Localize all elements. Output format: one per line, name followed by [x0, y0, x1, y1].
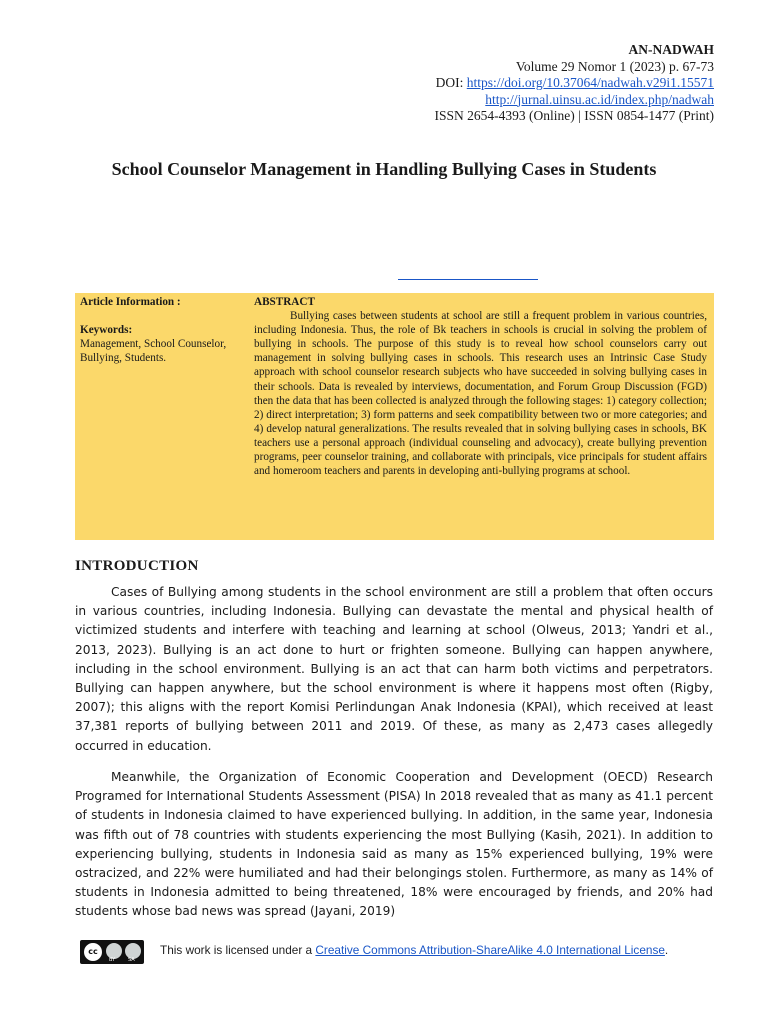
cc-by-sa-badge-icon[interactable]	[80, 940, 144, 964]
abstract-text: Bullying cases between students at school are still a frequent problem in various countries, including Indonesia. Thus, the role of Bk teachers in schools is crucial in solving the problem of bullying in schools. The purpose of this study is to reveal how school counselors carry out management in solving bullying cases in schools. This research uses an Intrinsic Case Study approach with school counselor research subjects who have succeeded in solving bullying cases in their schools. Data is revealed by interviews, documentation, and Forum Group Discussion (FGD) then the data that has been collected is analyzed through the following stages: 1) category collection; 2) direct interpretation; 3) form patterns and seek compatibility between two or more categories; and 4) develop natural generalizations. The results revealed that in solving bullying cases in schools, BK teachers use a personal approach (individual counseling and advocacy), create bullying prevention programs, peer counselor training, and collaborate with principals, vice principals for student affairs and homeroom teachers and parents in developing anti-bullying programs at school.	[254, 310, 707, 478]
abstract-box	[75, 293, 714, 540]
license-suffix: .	[664, 943, 669, 957]
issn-info: ISSN 2654-4393 (Online) | ISSN 0854-1477 (Print)	[434, 108, 714, 123]
license-prefix: This work is licensed under a	[160, 943, 316, 957]
intro-paragraph-1: Cases of Bullying among students in the school environment are still a problem that often occurs in various countries, including Indonesia. Bullying can devastate the mental and physical health of victimized students and interfere with teaching and learning at school (Olweus, 2013; Yandri et al., 2013, 2023). Bullying is an act done to hurt or frighten someone. Bullying can happen anywhere, including in the school environment. Bullying is an act that can harm both victims and perpetrators. Bullying can happen anywhere, but the school environment is where it happens most often (Rigby, 2007); this aligns with the report Komisi Perlindungan Anak Indonesia (KPAI), which received at least 37,381 reports of bullying between 2011 and 2019. Of these, as many as 2,473 cases allegedly occurred in education.	[75, 585, 713, 753]
website-link[interactable]: http://jurnal.uinsu.ac.id/index.php/nadwah	[485, 91, 714, 107]
doi-label: DOI:	[435, 75, 467, 90]
license-text	[160, 943, 668, 957]
journal-header	[435, 42, 714, 125]
keywords-list: Management, School Counselor, Bullying, Students.	[80, 338, 227, 365]
article-info-column	[80, 295, 245, 365]
license-link[interactable]: Creative Commons Attribution-ShareAlike 4.0 International License	[315, 943, 665, 957]
intro-paragraph-2: Meanwhile, the Organization of Economic Cooperation and Development (OECD) Research Programed for International Students Assessment (PISA) In 2018 revealed that as many as 41.1 percent of students in Indonesia claimed to have experienced bullying. In addition, in the same year, Indonesia was fifth out of 78 countries with students experiencing the most Bullying (Kasih, 2021). In addition to experiencing bullying, students in Indonesia said as many as 15% experienced bullying, 19% were ostracized, and 22% were humiliated and had their belongings stolen. Furthermore, as many as 14% of students in Indonesia admitted to being threatened, 18% were encouraged by friends, and 20% had students whose bad news was spread (Jayani, 2019)	[75, 770, 713, 919]
cc-logo-icon: cc	[83, 942, 103, 962]
paper-title: School Counselor Management in Handling Bullying Cases in Students	[111, 159, 657, 179]
abstract-column	[254, 295, 707, 478]
title-divider	[398, 279, 538, 280]
volume-info: Volume 29 Nomor 1 (2023) p. 67-73	[515, 58, 714, 74]
doi-link[interactable]: https://doi.org/10.37064/nadwah.v29i1.15571	[466, 75, 714, 90]
license-footer	[80, 940, 720, 966]
by-label: BY	[109, 957, 116, 963]
doi-line	[435, 75, 714, 92]
article-info-label: Article Information :	[80, 296, 181, 308]
journal-name: AN-NADWAH	[628, 42, 714, 57]
sa-label: SA	[128, 957, 135, 963]
keywords-label: Keywords:	[80, 324, 133, 337]
abstract-heading: ABSTRACT	[254, 296, 315, 308]
introduction-heading: INTRODUCTION	[75, 558, 199, 574]
website-line	[435, 92, 714, 109]
